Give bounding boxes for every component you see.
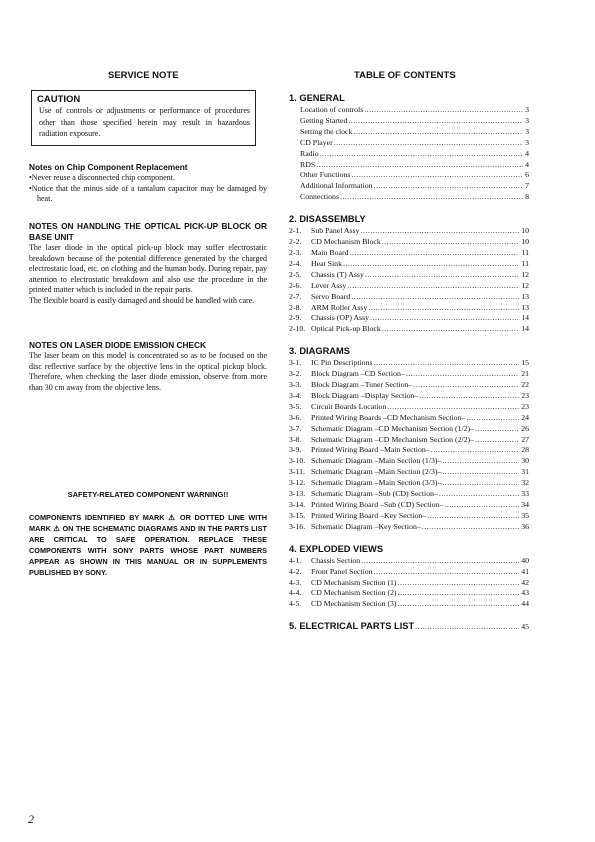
toc-leader-dots <box>320 149 523 160</box>
chip-bullet: •Notice that the minus side of a tantalum capacitor may be damaged by heat. <box>29 183 267 204</box>
toc-leader-dots <box>343 259 520 270</box>
toc-leader-dots <box>382 237 519 248</box>
toc-entry-page: 36 <box>521 521 529 531</box>
toc-entry-number: 2-3. <box>289 247 302 257</box>
toc-entry-page: 34 <box>521 500 529 509</box>
toc-entry <box>289 402 529 413</box>
toc-leader-dots <box>406 369 519 380</box>
toc-entry-number: 3-5. <box>289 401 302 411</box>
toc-entry <box>289 313 529 324</box>
toc-leader-dots <box>351 170 523 181</box>
table-of-contents <box>289 92 529 633</box>
toc-leader-dots <box>475 424 519 435</box>
toc-entry-label: CD Mechanism Section (2) <box>311 588 397 598</box>
toc-entry <box>289 445 529 456</box>
toc-leader-dots <box>349 248 519 259</box>
toc-entry-page: 12 <box>521 269 529 279</box>
toc-entry-label: Chassis Section <box>311 555 361 565</box>
toc-entry-page: 26 <box>521 423 529 433</box>
toc-entry-page: 42 <box>521 577 529 587</box>
toc-entry-page: 4 <box>525 159 529 169</box>
toc-entry-label: Location of controls <box>300 105 364 114</box>
toc-entry <box>289 391 529 402</box>
toc-entry-label: CD Mechanism Block <box>311 237 381 247</box>
toc-entry-number: 2-9. <box>289 313 302 323</box>
safety-warning-text: COMPONENTS IDENTIFIED BY MARK ⚠ OR DOTTED LINE WITH MARK ⚠ ON THE SCHEMATIC DIAGRAMS AND IN THE PARTS LIST ARE CRITICAL TO SAFE OPERATION. REPLACE THESE COMPONENTS WITH SONY PARTS WHOSE PART NUMBERS APPEAR AS SHOWN IN THIS MANUAL OR IN SUPPLEMENTS PUBLISHED BY SONY. <box>29 513 267 577</box>
toc-leader-dots <box>347 281 519 292</box>
toc-entry-page: 15 <box>521 358 529 368</box>
toc-leader-dots <box>398 578 520 589</box>
toc-entry-label: Printed Wiring Board –Main Section– <box>311 445 430 455</box>
toc-leader-dots <box>374 567 520 578</box>
toc-entry-label: Sub Panel Assy <box>311 226 360 236</box>
toc-leader-dots <box>361 226 520 237</box>
toc-entry <box>289 522 529 533</box>
toc-leader-dots <box>374 358 520 369</box>
toc-entry-number: 2-10. <box>289 324 306 334</box>
toc-leader-dots <box>419 391 519 402</box>
toc-entry-number: 3-2. <box>289 369 302 379</box>
toc-entry-label: ARM Roller Assy <box>311 302 368 312</box>
toc-entry-label: Schematic Diagram –Main Section (2/3)– <box>311 467 442 477</box>
toc-entry-label: CD Mechanism Section (1) <box>311 577 397 587</box>
toc-entry-number: 3-3. <box>289 380 302 390</box>
toc-entry <box>289 500 529 511</box>
toc-section-diagrams <box>289 345 529 533</box>
toc-entry-label: RDS <box>300 159 316 169</box>
toc-entry-label: Radio <box>300 148 319 158</box>
toc-entry-number: 3-1. <box>289 358 302 368</box>
toc-entry-label: Main Board <box>311 247 349 257</box>
toc-entry-label: Getting Started <box>300 115 348 125</box>
toc-entry-label: Chassis (OP) Assy <box>311 313 370 323</box>
toc-section-disassembly <box>289 213 529 335</box>
toc-entry-label: Servo Board <box>311 291 351 301</box>
toc-entry <box>289 489 529 500</box>
toc-leader-dots <box>361 556 519 567</box>
toc-entry-number: 3-4. <box>289 390 302 400</box>
toc-entry-number: 4-4. <box>289 588 302 598</box>
optical-notes-title: NOTES ON HANDLING THE OPTICAL PICK-UP BLOCK OR BASE UNIT <box>29 221 267 242</box>
toc-entry-page: 31 <box>521 467 529 477</box>
toc-leader-dots <box>353 127 523 138</box>
toc-entry-page: 10 <box>521 237 529 247</box>
toc-leader-dots <box>387 402 519 413</box>
toc-entry-number: 2-4. <box>289 258 302 268</box>
toc-entry <box>289 270 529 281</box>
toc-leader-dots <box>351 292 519 303</box>
toc-entry <box>289 248 529 259</box>
toc-entry-page: 3 <box>525 105 529 114</box>
toc-entry-number: 4-5. <box>289 599 302 609</box>
toc-leader-dots <box>370 313 519 324</box>
toc-entry-number: 3-10. <box>289 456 306 466</box>
toc-entry-page: 14 <box>521 313 529 323</box>
toc-leader-dots <box>442 478 519 489</box>
toc-section-title: 1. GENERAL <box>289 93 345 103</box>
toc-entry-label: Setting the clock <box>300 126 353 136</box>
toc-leader-dots <box>422 522 519 533</box>
toc-leader-dots <box>382 324 519 335</box>
toc-entry-page: 21 <box>521 369 529 379</box>
toc-leader-dots <box>444 500 519 511</box>
toc-entry-label: Block Diagram –Tuner Section– <box>311 380 413 390</box>
toc-entry-label: CD Player <box>300 137 333 147</box>
toc-entry <box>289 281 529 292</box>
toc-entry-number: 3-9. <box>289 445 302 455</box>
toc-entry <box>289 380 529 391</box>
toc-entry-label: Connections <box>300 192 339 202</box>
toc-entry <box>289 160 529 171</box>
toc-entry-page: 23 <box>521 390 529 400</box>
toc-entry-number: 2-2. <box>289 237 302 247</box>
toc-entry <box>289 138 529 149</box>
toc-entry-page: 12 <box>521 280 529 290</box>
toc-entry-page: 11 <box>521 247 529 257</box>
toc-entry-label: Schematic Diagram –Sub (CD) Section– <box>311 489 438 499</box>
toc-leader-dots <box>316 160 523 171</box>
page-number: 2 <box>28 812 34 826</box>
caution-title: CAUTION <box>37 94 81 105</box>
toc-entry-label: Front Panel Section <box>311 566 373 576</box>
toc-entry-number: 2-6. <box>289 280 302 290</box>
toc-entry-page: 4 <box>525 148 529 158</box>
toc-entry-label: Block Diagram –Display Section– <box>311 390 419 400</box>
toc-entry-page: 33 <box>521 489 529 499</box>
toc-entry-page: 3 <box>525 115 529 125</box>
toc-entry-number: 3-11. <box>289 467 305 477</box>
toc-entry-number: 3-14. <box>289 500 306 509</box>
safety-warning-title: SAFETY-RELATED COMPONENT WARNING!! <box>67 490 229 499</box>
toc-entry <box>289 192 529 203</box>
toc-entry-number: 4-2. <box>289 566 302 576</box>
toc-entry-page: 40 <box>521 555 529 565</box>
toc-entry <box>289 324 529 335</box>
toc-entry-page: 6 <box>525 170 529 180</box>
chip-bullet: •Never reuse a disconnected chip component. <box>29 173 175 182</box>
toc-entry-page: 35 <box>521 510 529 520</box>
toc-entry <box>289 303 529 314</box>
toc-entry-number: 2-1. <box>289 226 302 236</box>
toc-entry <box>289 424 529 435</box>
toc-entry-label: Schematic Diagram –Main Section (3/3)– <box>311 478 442 488</box>
toc-entry <box>289 127 529 138</box>
toc-entry-label: Printed Wiring Boards –CD Mechanism Section– <box>311 412 466 422</box>
toc-entry-label: CD Mechanism Section (3) <box>311 599 397 609</box>
toc-entry <box>289 292 529 303</box>
toc-entry <box>289 599 529 610</box>
toc-entry-number: 4-1. <box>289 555 302 565</box>
toc-leader-dots <box>334 138 523 149</box>
toc-entry <box>289 567 529 578</box>
toc-leader-dots <box>415 621 519 633</box>
toc-leader-dots <box>466 413 519 424</box>
toc-leader-dots <box>365 270 519 281</box>
toc-entry <box>289 413 529 424</box>
toc-entry-page: 11 <box>521 258 529 268</box>
toc-entry-label: Printed Wiring Board –Key Section– <box>311 510 427 520</box>
toc-entry-page: 13 <box>521 302 529 312</box>
toc-entry <box>289 259 529 270</box>
toc-entry-label: 5. ELECTRICAL PARTS LIST <box>289 621 415 632</box>
toc-entry-number: 2-8. <box>289 302 302 312</box>
toc-entry-page: 8 <box>525 192 529 202</box>
chip-notes-title: Notes on Chip Component Replacement <box>29 162 188 172</box>
laser-notes <box>29 340 267 393</box>
toc-entry <box>289 588 529 599</box>
toc-leader-dots <box>442 467 519 478</box>
toc-leader-dots <box>413 380 519 391</box>
laser-notes-title: NOTES ON LASER DIODE EMISSION CHECK <box>29 340 207 350</box>
toc-entry-page: 43 <box>521 588 529 598</box>
toc-entry-page: 23 <box>521 401 529 411</box>
optical-notes-paragraph: The laser diode in the optical pick-up block may suffer electrostatic breakdown because of the potential difference generated by the charged electrostatic load, etc. on clothing and the human body. During repair, pay attention to electrostatic breakdown and also use the procedure in the printed matter which is included in the repair parts. <box>29 243 267 295</box>
optical-notes-paragraph: The flexible board is easily damaged and should be handled with care. <box>29 295 255 305</box>
toc-entry-page: 24 <box>521 412 529 422</box>
service-note-title: SERVICE NOTE <box>108 70 179 81</box>
toc-entry-label: Schematic Diagram –CD Mechanism Section (2/2)– <box>311 434 475 444</box>
toc-entry-number: 3-6. <box>289 412 302 422</box>
toc-leader-dots <box>348 116 523 127</box>
toc-entry <box>289 116 529 127</box>
toc-entry-parts-list <box>289 620 529 633</box>
toc-entry-number: 2-7. <box>289 291 302 301</box>
toc-entry-label: Schematic Diagram –Main Section (1/3)– <box>311 456 442 466</box>
toc-entry-number: 3-8. <box>289 434 302 444</box>
toc-entry-page: 28 <box>521 445 529 455</box>
toc-entry-page: 22 <box>521 380 529 390</box>
toc-entry-label: IC Pin Descriptions <box>311 358 373 368</box>
toc-entry <box>289 358 529 369</box>
caution-box <box>31 90 256 146</box>
toc-entry-number: 3-7. <box>289 423 302 433</box>
chip-notes <box>29 162 267 205</box>
toc-entry-number: 2-5. <box>289 269 302 279</box>
toc-entry-label: Additional Information <box>300 181 373 191</box>
toc-leader-dots <box>475 435 519 446</box>
toc-leader-dots <box>340 192 523 203</box>
toc-entry <box>289 456 529 467</box>
toc-entry-number: 3-13. <box>289 489 306 499</box>
toc-list <box>289 105 529 203</box>
toc-entry <box>289 478 529 489</box>
toc-entry-label: Lever Assy <box>311 280 347 290</box>
toc-entry-number: 3-15. <box>289 510 306 520</box>
toc-entry-page: 32 <box>521 478 529 488</box>
toc-list <box>289 556 529 611</box>
toc-entry <box>289 578 529 589</box>
toc-entry-label: Schematic Diagram –Key Section– <box>311 521 421 531</box>
toc-leader-dots <box>374 181 524 192</box>
toc-entry <box>289 149 529 160</box>
toc-entry <box>289 467 529 478</box>
toc-section-title: 3. DIAGRAMS <box>289 346 350 357</box>
toc-list <box>289 358 529 533</box>
toc-leader-dots <box>364 105 523 116</box>
toc-leader-dots <box>427 511 519 522</box>
toc-leader-dots <box>439 489 519 500</box>
toc-entry-label: Schematic Diagram –CD Mechanism Section (1/2)– <box>311 423 475 433</box>
toc-leader-dots <box>368 303 519 314</box>
toc-entry-page: 44 <box>521 599 529 609</box>
laser-notes-paragraph: The laser beam on this model is concentrated so as to be focused on the disc reflective surface by the objective lens in the optical pickup block. Therefore, when checking the laser diode emission, observe from more than 30 cm away from the objective lens. <box>29 351 267 392</box>
caution-text: Use of controls or adjustments or performance of procedures other than those specified herein may result in hazardous radiation exposure. <box>39 106 250 138</box>
toc-entry-label: Heat Sink <box>311 258 342 268</box>
toc-entry-page: 41 <box>521 566 529 576</box>
optical-notes <box>29 221 267 307</box>
toc-entry-number: 4-3. <box>289 577 302 587</box>
toc-entry-label: Printed Wiring Board –Sub (CD) Section– <box>311 500 444 509</box>
toc-entry-label: Block Diagram –CD Section– <box>311 369 405 379</box>
toc-entry <box>289 435 529 446</box>
toc-entry-label: Chassis (T) Assy <box>311 269 364 279</box>
toc-entry-page: 27 <box>521 434 529 444</box>
toc-entry-label: Optical Pick-up Block <box>311 324 381 334</box>
toc-entry-page: 14 <box>521 324 529 334</box>
toc-entry-label: Other Functions <box>300 170 351 180</box>
toc-list <box>289 226 529 335</box>
toc-title: TABLE OF CONTENTS <box>354 70 456 81</box>
toc-entry-page: 3 <box>525 137 529 147</box>
toc-leader-dots <box>398 599 520 610</box>
toc-entry-number: 3-12. <box>289 478 306 488</box>
toc-leader-dots <box>398 588 520 599</box>
toc-entry-number: 3-16. <box>289 521 306 531</box>
toc-entry-page: 3 <box>525 126 529 136</box>
toc-section-title: 4. EXPLODED VIEWS <box>289 543 384 554</box>
toc-entry <box>289 226 529 237</box>
toc-entry <box>289 181 529 192</box>
toc-entry-page: 13 <box>521 291 529 301</box>
toc-entry <box>289 556 529 567</box>
toc-section-general <box>289 92 529 203</box>
toc-entry <box>289 369 529 380</box>
toc-leader-dots <box>431 445 520 456</box>
toc-entry-label: Circuit Boards Location <box>311 401 387 411</box>
toc-entry-page: 30 <box>521 456 529 466</box>
toc-entry <box>289 105 529 116</box>
toc-leader-dots <box>442 456 519 467</box>
toc-entry <box>289 170 529 181</box>
toc-entry <box>289 511 529 522</box>
toc-entry <box>289 237 529 248</box>
toc-section-exploded <box>289 543 529 611</box>
toc-entry-page: 7 <box>525 181 529 191</box>
toc-entry-page: 45 <box>521 622 529 632</box>
toc-section-title: 2. DISASSEMBLY <box>289 214 366 225</box>
toc-entry-page: 10 <box>521 226 529 236</box>
